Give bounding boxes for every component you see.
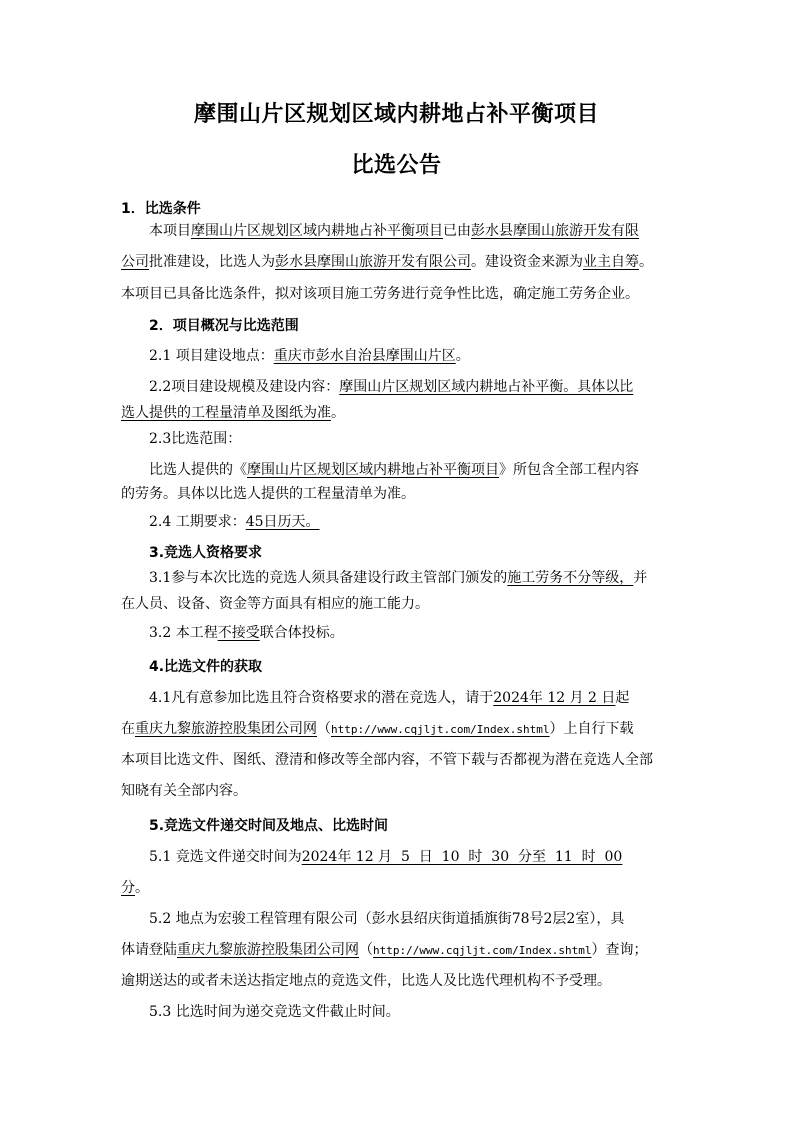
item-5-2-line2 xyxy=(121,940,648,961)
website-url-link[interactable]: http://www.cqjljt.com/Index.shtml xyxy=(373,944,592,957)
text: 2.4 工期要求： xyxy=(149,514,246,530)
item-3-2 xyxy=(149,623,344,643)
item-5-3: 5.3 比选时间为递交竞选文件截止时间。 xyxy=(149,1004,400,1020)
item-4-1-line1 xyxy=(149,688,629,708)
section-heading-4: 4.比选文件的获取 xyxy=(149,659,263,675)
item-2-3-paragraph-line2: 的劳务。具体以比选人提供的工程量清单为准。 xyxy=(121,486,415,502)
sec1-paragraph-line2 xyxy=(121,252,653,272)
text: 4.1凡有意参加比选且符合资格要求的潜在竞选人，请于 xyxy=(149,690,494,706)
section-heading-3: 3.竞选人资格要求 xyxy=(149,545,263,561)
sec1-paragraph-line1 xyxy=(149,221,639,241)
text: 并 xyxy=(633,570,648,586)
text: 批准建设，比选人为 xyxy=(149,254,275,270)
text: 2.1 项目建设地点： xyxy=(149,348,274,364)
text: 2.2项目建设规模及建设内容： xyxy=(149,379,340,395)
text: 。 xyxy=(455,348,470,364)
website-url-link[interactable]: http://www.cqjljt.com/Index.shtml xyxy=(331,723,550,736)
text: 3.2 本工程 xyxy=(149,625,218,641)
item-5-1-line2 xyxy=(121,878,149,898)
item-4-1-line3: 本项目比选文件、图纸、澄清和修改等全部内容，不管下载与否都视为潜在竞选人全部 xyxy=(121,752,653,768)
text: 本项目 xyxy=(149,223,191,239)
text: 。 xyxy=(639,254,653,270)
text: 》所包含全部工程内容 xyxy=(499,462,639,478)
item-2-2-line1 xyxy=(149,377,633,397)
text: 起 xyxy=(615,690,630,706)
website-name-link[interactable]: 重庆九黎旅游控股集团公司网 xyxy=(177,942,359,958)
item-2-3-paragraph-line1 xyxy=(149,460,639,480)
item-5-2-line3: 逾期送达的或者未送达指定地点的竞选文件，比选人及比选代理机构不予受理。 xyxy=(121,973,611,989)
item-4-1-line2 xyxy=(121,719,634,740)
project-name: 摩围山片区规划区域内耕地占补平衡项目 xyxy=(247,462,499,478)
text: 已由 xyxy=(443,223,471,239)
website-name-link[interactable]: 重庆九黎旅游控股集团公司网 xyxy=(135,721,317,737)
text: 。建设资金来源为 xyxy=(471,254,583,270)
consortium-policy: 不接受 xyxy=(217,625,260,641)
text: 联合体投标。 xyxy=(259,625,344,641)
item-2-4 xyxy=(149,512,320,532)
text: ）查询； xyxy=(591,942,648,958)
submission-deadline: 2024年 12 月 5 日 10 时 30 分至 11 时 00 xyxy=(301,849,623,865)
company-name: 彭水县摩围山旅游开发有限 xyxy=(471,223,639,239)
project-scope-end: 选人提供的工程量清单及图纸为准 xyxy=(121,405,331,421)
text: 3.1参与本次比选的竞选人须具备建设行政主管部门颁发的 xyxy=(149,570,508,586)
document-title: 摩围山片区规划区域内耕地占补平衡项目 xyxy=(193,102,599,127)
section-heading-1: 1．比选条件 xyxy=(121,201,201,217)
text: ） xyxy=(549,721,564,737)
item-2-2-line2 xyxy=(121,403,345,423)
funding-source: 业主自筹 xyxy=(583,254,639,270)
sec1-paragraph-line3: 本项目已具备比选条件，拟对该项目施工劳务进行竞争性比选，确定施工劳务企业。 xyxy=(121,286,639,302)
item-2-3: 2.3比选范围： xyxy=(149,431,242,447)
start-date: 2024年 12 月 2 日 xyxy=(493,690,616,706)
project-name: 摩围山片区规划区域内耕地占补平衡项目 xyxy=(191,223,443,239)
company-name-end: 公司 xyxy=(121,254,149,270)
text: （ xyxy=(359,942,373,958)
project-scope: 摩围山片区规划区域内耕地占补平衡。具体以比 xyxy=(339,379,634,395)
text: 5.1 竞选文件递交时间为 xyxy=(149,849,302,865)
tenderer-name: 彭水县摩围山旅游开发有限公司 xyxy=(275,254,471,270)
submission-deadline-end: 分 xyxy=(121,880,135,896)
item-3-1-line2: 在人员、设备、资金等方面具有相应的施工能力。 xyxy=(121,596,429,612)
section-heading-5: 5.竞选文件递交时间及地点、比选时间 xyxy=(149,818,389,834)
item-4-1-line4: 知晓有关全部内容。 xyxy=(121,783,247,799)
text: 。 xyxy=(331,405,345,421)
qualification: 施工劳务不分等级， xyxy=(507,570,634,586)
text: 比选人提供的《 xyxy=(149,462,247,478)
text: 。 xyxy=(135,880,149,896)
item-5-1-line1 xyxy=(149,847,622,867)
section-heading-2: 2．项目概况与比选范围 xyxy=(149,318,299,334)
text: 在 xyxy=(121,721,135,737)
text: 体请登陆 xyxy=(121,942,177,958)
item-5-2-line1: 5.2 地点为宏骏工程管理有限公司（彭水县绍庆街道插旗街78号2层2室），具 xyxy=(149,911,625,927)
item-2-1 xyxy=(149,346,470,366)
document-subtitle: 比选公告 xyxy=(351,153,442,178)
text: （ xyxy=(317,721,331,737)
duration: 45日历天。 xyxy=(245,514,320,530)
project-location: 重庆市彭水自治县摩围山片区 xyxy=(273,348,456,364)
item-3-1-line1 xyxy=(149,568,647,588)
text: 上自行下载 xyxy=(563,721,634,737)
